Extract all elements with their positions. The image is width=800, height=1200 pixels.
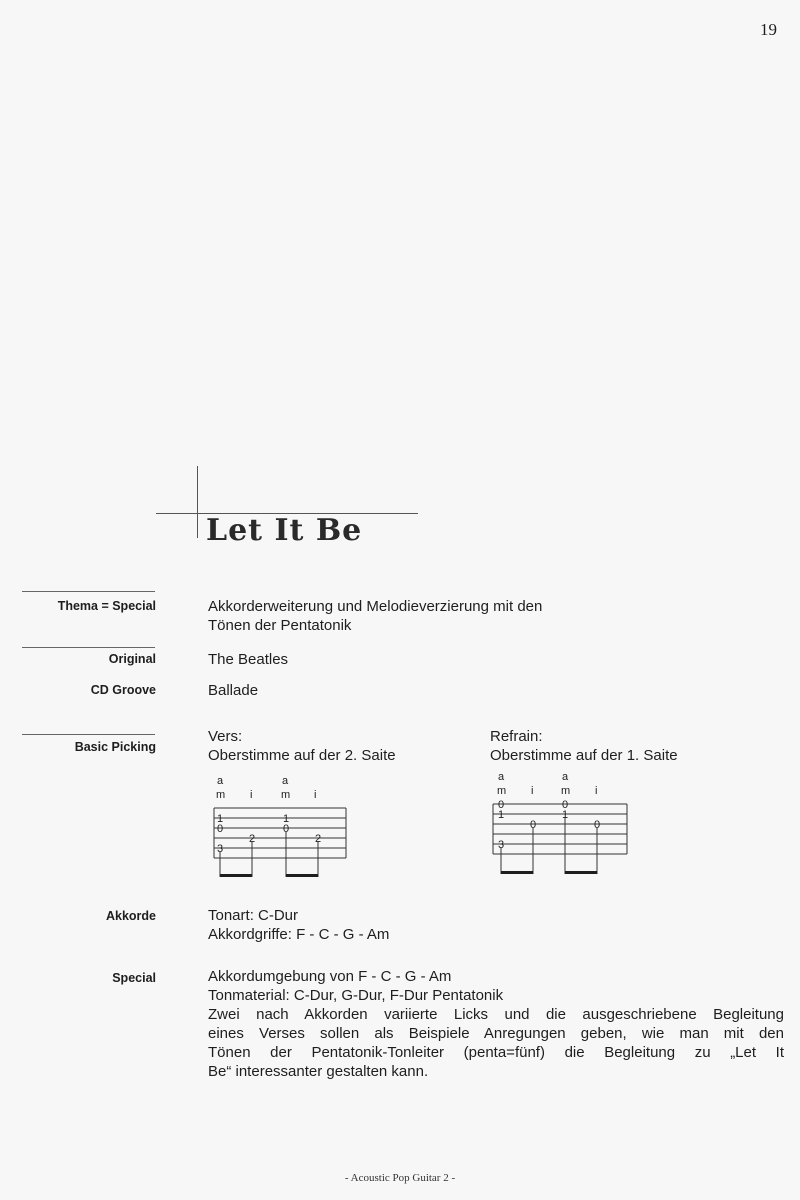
refrain-heading <box>490 727 678 765</box>
tab-note: 2 <box>248 833 256 845</box>
tab-note: 3 <box>497 839 505 851</box>
page-footer: - Acoustic Pop Guitar 2 - <box>344 1172 456 1184</box>
tab-staff <box>214 808 346 877</box>
finger-label: m <box>497 785 507 797</box>
special-line: Tonmaterial: C-Dur, G-Dur, F-Dur Pentatonik <box>208 987 504 1004</box>
finger-label: i <box>250 789 253 801</box>
label-theme: Thema = Special <box>57 599 156 613</box>
special-text <box>208 967 503 1005</box>
refrain-subtitle: Oberstimme auf der 1. Saite <box>490 747 678 764</box>
paragraph-line: Zwei nach Akkorden variierte Licks und die ausgeschriebene Begleitung <box>208 1006 784 1023</box>
original-value: The Beatles <box>208 651 289 668</box>
tab-note: 0 <box>561 799 569 811</box>
finger-label: a <box>498 771 505 783</box>
chords-line: Akkordgriffe: F - C - G - Am <box>208 926 390 943</box>
finger-label: i <box>595 785 598 797</box>
crop-mark-vertical <box>197 466 198 538</box>
special-line: Akkordumgebung von F - C - G - Am <box>208 968 452 985</box>
tab-staff <box>493 804 627 874</box>
verse-tablature <box>200 770 360 882</box>
refrain-tablature <box>483 766 643 878</box>
verse-heading <box>208 727 396 765</box>
section-rule <box>22 591 155 592</box>
theme-line: Akkorderweiterung und Melodieverzierung mit den <box>208 598 543 615</box>
finger-label: a <box>282 775 289 787</box>
tab-note: 0 <box>593 819 601 831</box>
section-rule <box>22 647 155 648</box>
groove-value: Ballade <box>208 682 259 699</box>
finger-label: a <box>217 775 224 787</box>
label-groove: CD Groove <box>90 683 156 697</box>
paragraph-line: Be“ interessanter gestalten kann. <box>208 1063 429 1080</box>
verse-subtitle: Oberstimme auf der 2. Saite <box>208 747 396 764</box>
theme-text <box>208 597 542 635</box>
tab-note: 1 <box>216 813 224 825</box>
chords-text <box>208 906 389 944</box>
tab-note: 2 <box>314 833 322 845</box>
tab-beams <box>501 871 597 874</box>
label-picking: Basic Picking <box>74 740 156 754</box>
label-chords: Akkorde <box>105 909 156 923</box>
label-original: Original <box>108 652 156 666</box>
special-paragraph <box>208 1005 784 1081</box>
finger-label: a <box>562 771 569 783</box>
finger-label: m <box>561 785 571 797</box>
finger-label: i <box>531 785 534 797</box>
verse-title: Vers: <box>208 728 243 745</box>
section-rule <box>22 734 155 735</box>
tab-note: 0 <box>529 819 537 831</box>
tab-note: 0 <box>216 823 224 835</box>
tab-note: 1 <box>282 813 290 825</box>
finger-label: m <box>281 789 291 801</box>
finger-label: i <box>314 789 317 801</box>
tab-note: 0 <box>497 799 505 811</box>
tab-note: 0 <box>282 823 290 835</box>
tab-note: 1 <box>497 809 505 821</box>
song-title: Let It Be <box>206 513 363 548</box>
finger-label: m <box>216 789 226 801</box>
theme-line: Tönen der Pentatonik <box>208 617 352 634</box>
tab-note: 1 <box>561 809 569 821</box>
label-special: Special <box>112 971 156 985</box>
tab-beams <box>220 874 318 877</box>
paragraph-line: eines Verses sollen als Beispiele Anregungen geben, wie man mit den <box>208 1025 784 1042</box>
refrain-title: Refrain: <box>490 728 543 745</box>
tab-note: 3 <box>216 843 224 855</box>
paragraph-line: Tönen der Pentatonik-Tonleiter (penta=fünf) die Begleitung zu „Let It <box>208 1044 784 1061</box>
page-number: 19 <box>760 20 777 39</box>
chords-line: Tonart: C-Dur <box>208 907 299 924</box>
